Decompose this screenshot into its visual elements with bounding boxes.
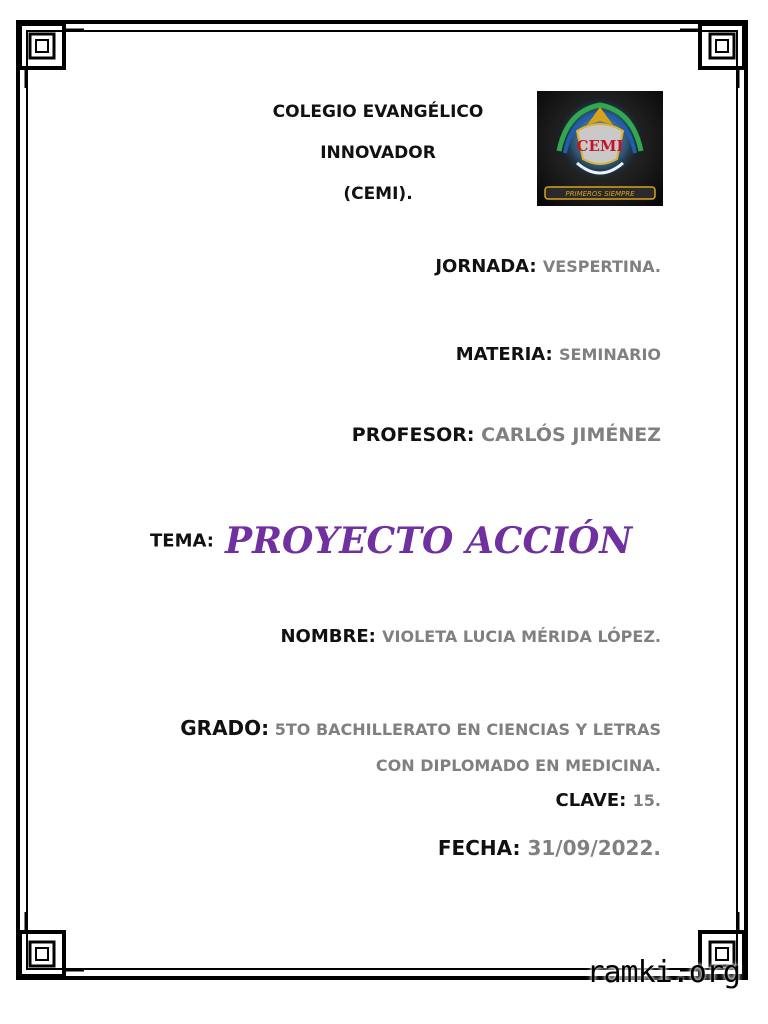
- fecha-row: [438, 836, 661, 860]
- grado-block: [138, 710, 661, 784]
- tema-title: PROYECTO ACCIÓN: [225, 520, 633, 562]
- clave-row: [556, 790, 661, 811]
- nombre-value: VIOLETA LUCIA MÉRIDA LÓPEZ.: [382, 627, 661, 646]
- jornada-label: JORNADA:: [435, 256, 537, 277]
- fecha-label: FECHA:: [437, 836, 521, 860]
- school-logo: [537, 91, 663, 206]
- profesor-value: CARLÓS JIMÉNEZ: [481, 424, 661, 446]
- clave-value: 15.: [632, 791, 661, 810]
- school-name-line-3: (CEMI).: [343, 184, 413, 204]
- grado-label: GRADO:: [180, 716, 270, 740]
- jornada-row: [435, 256, 661, 277]
- profesor-row: [352, 424, 661, 446]
- materia-label: MATERIA:: [455, 344, 553, 365]
- logo-banner: PRIMEROS SIEMPRE: [565, 190, 635, 198]
- corner-ornament-top-left: [16, 20, 86, 90]
- nombre-label: NOMBRE:: [280, 626, 376, 647]
- tema-label: TEMA:: [150, 530, 214, 552]
- school-name-line-2: INNOVADOR: [320, 143, 436, 163]
- grado-value-line-1: 5TO BACHILLERATO EN CIENCIAS Y LETRAS: [274, 720, 661, 739]
- grado-value-line-2: CON DIPLOMADO EN MEDICINA.: [375, 756, 661, 775]
- corner-ornament-top-right: [678, 20, 748, 90]
- logo-text: CEMI: [576, 137, 624, 155]
- corner-ornament-bottom-left: [16, 910, 86, 980]
- fecha-value: 31/09/2022.: [527, 836, 661, 860]
- watermark: ramki.org: [586, 955, 740, 990]
- profesor-label: PROFESOR:: [351, 424, 475, 446]
- clave-label: CLAVE:: [555, 790, 627, 811]
- materia-value: SEMINARIO: [559, 345, 661, 364]
- tema-row: [150, 520, 632, 562]
- jornada-value: VESPERTINA.: [542, 257, 661, 276]
- materia-row: [456, 344, 661, 365]
- school-name: [238, 92, 518, 215]
- school-name-line-1: COLEGIO EVANGÉLICO: [272, 102, 484, 122]
- nombre-row: [280, 626, 661, 647]
